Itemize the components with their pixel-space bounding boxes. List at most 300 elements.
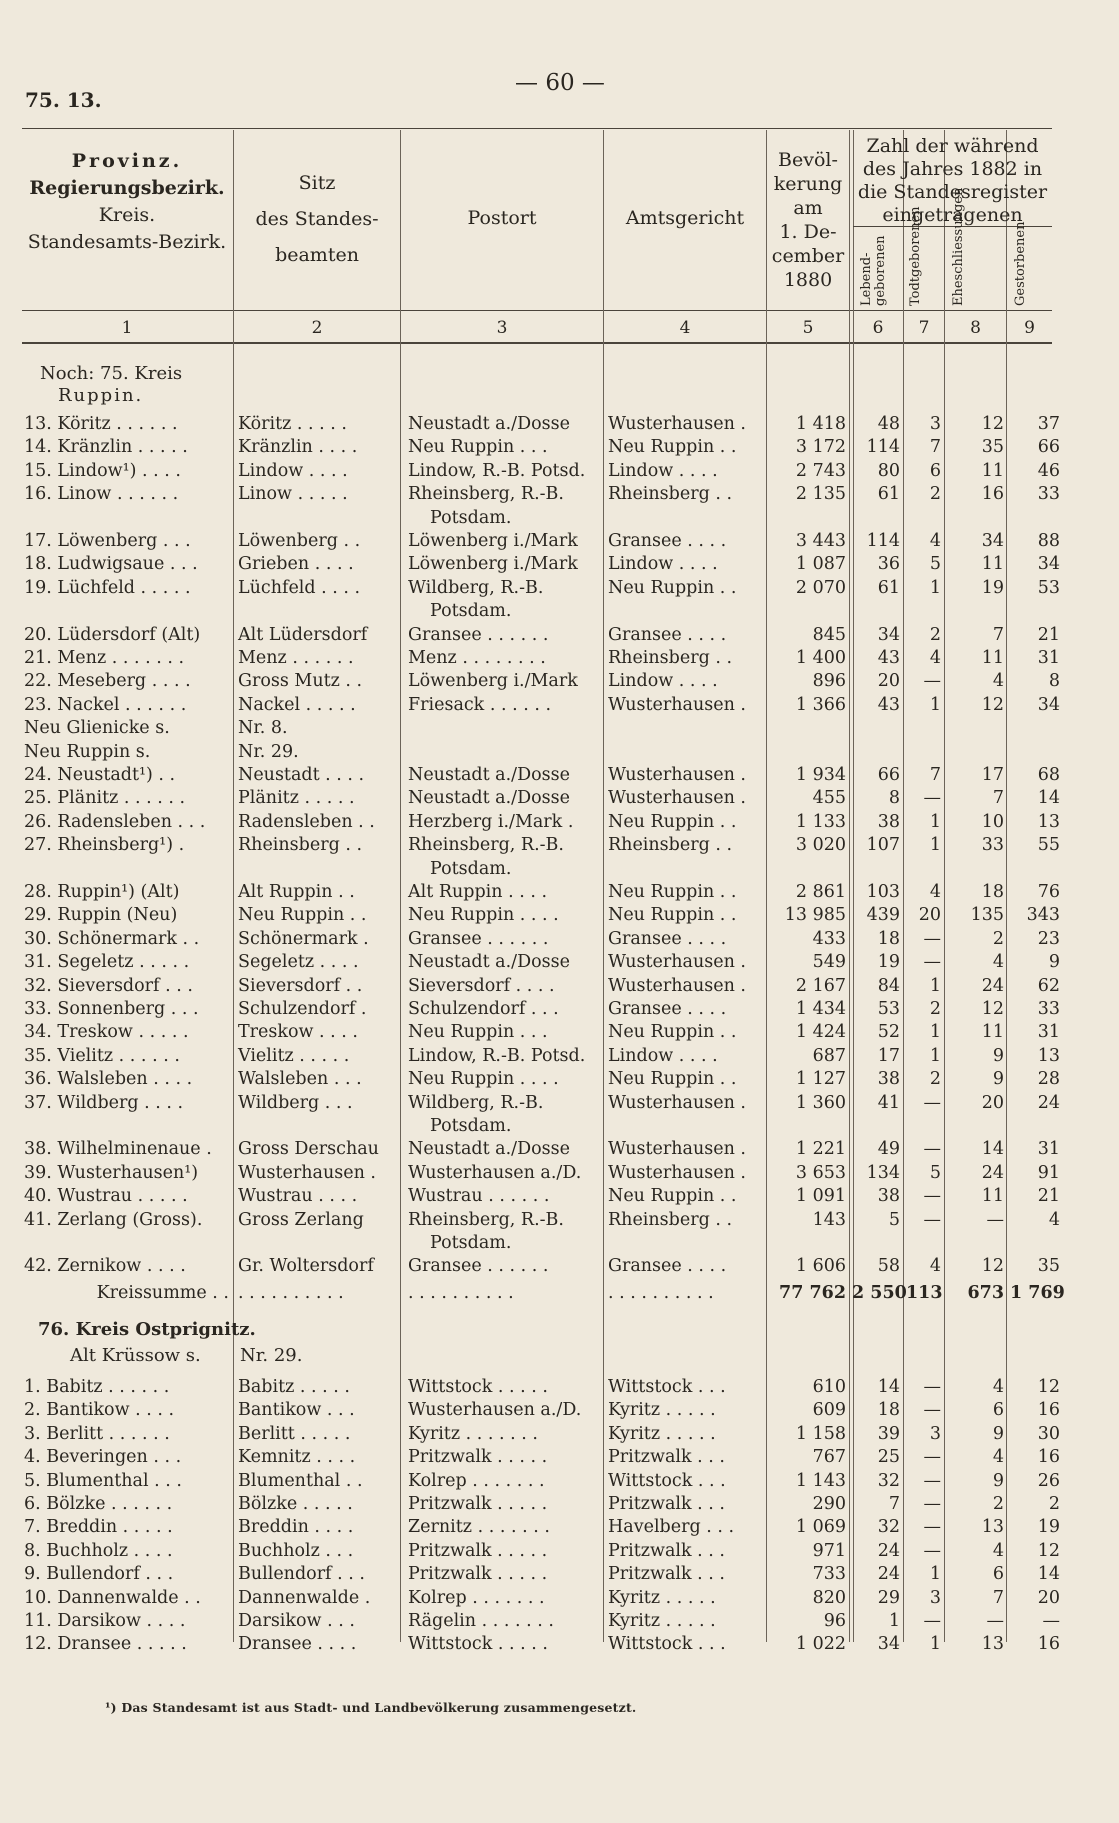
cell-c1: 17. Löwenberg . . . <box>24 531 191 551</box>
cell-c6: 52 <box>877 1022 900 1043</box>
cell-c1: 37. Wildberg . . . . <box>24 1092 184 1113</box>
total-dots-4: . . . . . . . . . . <box>608 1283 714 1303</box>
cell-c5: 455 <box>812 788 846 809</box>
cell-c9: 91 <box>1037 1162 1060 1183</box>
cell-c3: Lindow, R.-B. Potsd. <box>408 460 586 481</box>
cell-c6: 34 <box>877 624 900 645</box>
cell-c2: Schulzendorf . <box>238 999 367 1019</box>
cell-c5: 1 133 <box>795 811 846 832</box>
cell-c2: Neustadt . . . . <box>238 765 365 785</box>
header-bottom-rule <box>22 310 1052 311</box>
cell-c8: 4 <box>992 671 1004 692</box>
cell-c8: 24 <box>981 1162 1004 1183</box>
cell-c9: 31 <box>1037 1139 1060 1160</box>
total-deaths: 1 769 <box>1010 1283 1065 1303</box>
cell-c3: Löwenberg i./Mark <box>408 531 578 551</box>
colnum-8: 8 <box>970 318 981 338</box>
cell-c9: 19 <box>1037 1517 1060 1538</box>
cell-c3: Löwenberg i./Mark <box>408 671 578 692</box>
table-row <box>0 998 1119 1020</box>
cell-c3: Zernitz . . . . . . . <box>408 1517 550 1538</box>
cell-c6: 439 <box>866 905 900 926</box>
cell-c4: Lindow . . . . <box>608 554 718 575</box>
cell-c1: 19. Lüchfeld . . . . . <box>24 577 191 598</box>
cell-c9: 4 <box>1048 1209 1060 1230</box>
cell-c8: 35 <box>981 437 1004 458</box>
cell-c9: 53 <box>1037 577 1060 598</box>
header-col5-line4: 1. De- <box>779 221 837 243</box>
cell-c4: Wittstock . . . <box>608 1470 726 1491</box>
cell-c6: 8 <box>888 788 900 809</box>
header-sub7: Todtgeborenen <box>908 206 923 306</box>
cell-c6: 14 <box>877 1377 900 1397</box>
cell-c7: — <box>923 1611 941 1631</box>
cell-c4: Gransee . . . . <box>608 531 727 551</box>
cell-c4: Wusterhausen . <box>608 1092 746 1113</box>
cell-c9: 66 <box>1037 437 1060 458</box>
cell-c5: 13 985 <box>784 905 846 926</box>
header-col5-line2: kerung <box>773 173 843 195</box>
cell-c4: Neu Ruppin . . <box>608 1069 737 1090</box>
cell-c3: Löwenberg i./Mark <box>408 554 578 575</box>
cell-c4: Rheinsberg . . <box>608 484 733 505</box>
cell-c3: Pritzwalk . . . . . <box>408 1494 548 1514</box>
cell-c2: Bullendorf . . . <box>238 1564 365 1585</box>
cell-c9: 68 <box>1037 765 1060 785</box>
colnum-bottom-rule <box>22 342 1052 344</box>
header-col2-line1: Sitz <box>298 172 336 194</box>
cell-c3: Neustadt a./Dosse <box>408 788 570 809</box>
cell-c6: 17 <box>877 1045 900 1066</box>
header-col3: Postort <box>467 207 537 229</box>
cell-c2: Wildberg . . . <box>238 1092 353 1113</box>
table-row <box>0 928 1119 950</box>
cell-c9: 12 <box>1037 1377 1060 1397</box>
cell-c9: 23 <box>1037 928 1060 949</box>
cell-c2: Wustrau . . . . <box>238 1186 358 1207</box>
cell-c2: Buchholz . . . <box>238 1540 354 1561</box>
cell-c8: 4 <box>992 1447 1004 1468</box>
header-group-line2: des Jahres 1882 in <box>862 158 1043 180</box>
cell-c6: 48 <box>877 414 900 434</box>
cell-c9: 9 <box>1048 952 1060 973</box>
cell-c5: 1 434 <box>795 999 846 1019</box>
cell-c1: 6. Bölzke . . . . . . <box>24 1494 173 1514</box>
table-row <box>0 811 1119 833</box>
cell-c8: 11 <box>981 648 1004 668</box>
cell-c7: 6 <box>929 460 941 481</box>
cell-c1: 25. Plänitz . . . . . . <box>24 788 186 809</box>
cell-c9: 8 <box>1048 671 1060 692</box>
cell-c8: 13 <box>981 1634 1004 1655</box>
cell-c8: 16 <box>981 484 1004 505</box>
table-row <box>0 1209 1119 1231</box>
cell-c6: 1 <box>888 1611 900 1631</box>
cell-c3: Potsdam. <box>430 507 512 528</box>
colnum-1: 1 <box>121 318 133 338</box>
cell-c1: 36. Walsleben . . . . <box>24 1069 193 1090</box>
cell-c6: 107 <box>866 835 900 856</box>
cell-c5: 3 020 <box>795 835 846 856</box>
cell-c1: 3. Berlitt . . . . . . <box>24 1423 170 1444</box>
cell-c8: 135 <box>970 905 1004 926</box>
cell-c4: Lindow . . . . <box>608 460 718 481</box>
cell-c4: Gransee . . . . <box>608 624 727 645</box>
cell-c7: — <box>923 1377 941 1397</box>
header-col2-line3: beamten <box>275 244 359 266</box>
cell-c7: 1 <box>929 1634 941 1655</box>
cell-c7: 1 <box>929 811 941 832</box>
cell-c3: Wildberg, R.-B. <box>408 1092 544 1113</box>
cell-c5: 1 022 <box>795 1634 846 1655</box>
cell-c4: Gransee . . . . <box>608 928 727 949</box>
cell-c1: 20. Lüdersdorf (Alt) <box>24 624 201 645</box>
cell-c9: 88 <box>1037 531 1060 551</box>
cell-c9: 16 <box>1037 1447 1060 1468</box>
cell-c6: 34 <box>877 1634 900 1655</box>
table-row <box>0 530 1119 552</box>
cell-c5: 733 <box>812 1564 846 1585</box>
cell-c3: Rheinsberg, R.-B. <box>408 484 564 505</box>
cell-c3: Pritzwalk . . . . . <box>408 1447 548 1468</box>
cell-c2: Linow . . . . . <box>238 484 348 505</box>
cell-c8: 11 <box>981 554 1004 575</box>
cell-c7: 3 <box>929 1587 941 1608</box>
cell-c3: Menz . . . . . . . . <box>408 648 546 668</box>
cell-c8: 7 <box>992 788 1004 809</box>
header-col1-line1: Provinz. <box>71 150 183 172</box>
cell-c6: 66 <box>877 765 900 785</box>
cell-c5: 3 443 <box>795 531 846 551</box>
table-row <box>0 904 1119 926</box>
cell-c1: 11. Darsikow . . . . <box>24 1611 186 1631</box>
cell-c3: Potsdam. <box>430 601 512 622</box>
cell-c1: 22. Meseberg . . . . <box>24 671 191 692</box>
cell-c7: 1 <box>929 694 941 715</box>
cell-c7: 5 <box>929 1162 941 1183</box>
header-col5-line3: am <box>793 197 823 219</box>
cell-c7: — <box>923 1186 941 1207</box>
table-row <box>0 1633 1119 1655</box>
header-group-line1: Zahl der während <box>866 135 1039 157</box>
cell-c7: 2 <box>929 999 941 1019</box>
cell-c6: 19 <box>877 952 900 973</box>
section-75-subtitle: Ruppin. <box>58 385 144 406</box>
header-col1-line4: Standesamts-Bezirk. <box>27 231 227 253</box>
cell-c8: 6 <box>992 1400 1004 1421</box>
cell-c2: Babitz . . . . . <box>238 1377 350 1397</box>
cell-c2: Dannenwalde . <box>238 1587 371 1608</box>
cell-c1: 12. Dransee . . . . . <box>24 1634 187 1655</box>
cell-c8: 10 <box>981 811 1004 832</box>
cell-c8: 4 <box>992 1540 1004 1561</box>
cell-c4: Kyritz . . . . . <box>608 1611 716 1631</box>
cell-c7: — <box>923 1209 941 1230</box>
cell-c3: Lindow, R.-B. Potsd. <box>408 1045 586 1066</box>
cell-c8: 6 <box>992 1564 1004 1585</box>
cell-c1: 33. Sonnenberg . . . <box>24 999 199 1019</box>
cell-c8: 33 <box>981 835 1004 856</box>
cell-c8: 19 <box>981 577 1004 598</box>
cell-c8: 12 <box>981 694 1004 715</box>
total-marriages: 673 <box>967 1283 1004 1303</box>
cell-c2: Schönermark . <box>238 928 369 949</box>
cell-c4: Wittstock . . . <box>608 1377 726 1397</box>
cell-c8: 9 <box>992 1470 1004 1491</box>
cell-c5: 143 <box>812 1209 846 1230</box>
cell-c4: Wusterhausen . <box>608 788 746 809</box>
table-row <box>0 1138 1119 1160</box>
cell-c6: 18 <box>877 928 900 949</box>
cell-c3: Kolrep . . . . . . . <box>408 1470 545 1491</box>
cell-c2: Löwenberg . . <box>238 531 361 551</box>
cell-c4: Wusterhausen . <box>608 694 746 715</box>
cell-c3: Gransee . . . . . . <box>408 1256 549 1277</box>
header-group-line3: die Standesregister <box>857 181 1048 203</box>
cell-c2: Rheinsberg . . <box>238 835 363 856</box>
cell-c3: Rheinsberg, R.-B. <box>408 835 564 856</box>
cell-c7: — <box>923 1139 941 1160</box>
cell-c3: Pritzwalk . . . . . <box>408 1540 548 1561</box>
colnum-4: 4 <box>679 318 691 338</box>
cell-c8: 12 <box>981 1256 1004 1277</box>
cell-c9: 33 <box>1037 484 1060 505</box>
cell-c1: 16. Linow . . . . . . <box>24 484 179 505</box>
cell-c3: Neustadt a./Dosse <box>408 765 570 785</box>
cell-c6: 61 <box>877 577 900 598</box>
header-sub8: Eheschliessungen <box>951 187 966 306</box>
cell-c1: 34. Treskow . . . . . <box>24 1022 189 1043</box>
cell-c3: Sieversdorf . . . . <box>408 975 555 996</box>
section-76-note-right: Nr. 29. <box>240 1345 303 1366</box>
cell-c7: 4 <box>929 531 941 551</box>
cell-c2: Nr. 29. <box>238 741 299 762</box>
cell-c7: — <box>923 1494 941 1514</box>
cell-c1: 32. Sieversdorf . . . <box>24 975 193 996</box>
cell-c4: Wusterhausen . <box>608 1139 746 1160</box>
cell-c8: 9 <box>992 1069 1004 1090</box>
table-row <box>0 975 1119 997</box>
page-number: — 60 — <box>515 70 605 96</box>
table-row <box>0 507 1119 529</box>
cell-c5: 2 070 <box>795 577 846 598</box>
cell-c1: 2. Bantikow . . . . <box>24 1400 175 1421</box>
cell-c9: 31 <box>1037 1022 1060 1043</box>
table-top-rule <box>22 128 1052 129</box>
cell-c4: Rheinsberg . . <box>608 835 733 856</box>
cell-c7: — <box>923 928 941 949</box>
cell-c9: 31 <box>1037 648 1060 668</box>
cell-c1: 42. Zernikow . . . . <box>24 1256 186 1277</box>
cell-c7: 4 <box>929 1256 941 1277</box>
cell-c6: 20 <box>877 671 900 692</box>
cell-c9: 55 <box>1037 835 1060 856</box>
cell-c8: 12 <box>981 999 1004 1019</box>
cell-c1: 7. Breddin . . . . . <box>24 1517 173 1538</box>
table-row <box>0 1540 1119 1562</box>
cell-c6: 114 <box>866 531 900 551</box>
cell-c3: Potsdam. <box>430 858 512 879</box>
cell-c6: 103 <box>866 882 900 902</box>
cell-c9: 30 <box>1037 1423 1060 1444</box>
cell-c8: 9 <box>992 1423 1004 1444</box>
cell-c4: Neu Ruppin . . <box>608 811 737 832</box>
cell-c6: 32 <box>877 1517 900 1538</box>
cell-c6: 49 <box>877 1139 900 1160</box>
table-row <box>0 787 1119 809</box>
colnum-5: 5 <box>802 318 814 338</box>
cell-c4: Kyritz . . . . . <box>608 1423 716 1444</box>
header-col1-line3: Kreis. <box>98 204 156 226</box>
cell-c9: 12 <box>1037 1540 1060 1561</box>
cell-c3: Wusterhausen a./D. <box>408 1400 582 1421</box>
header-col2 <box>234 165 400 273</box>
cell-c8: — <box>986 1611 1004 1631</box>
cell-c9: 13 <box>1037 811 1060 832</box>
table-row <box>0 1493 1119 1515</box>
header-col4: Amtsgericht <box>625 207 745 229</box>
colnum-2: 2 <box>311 318 323 338</box>
cell-c6: 80 <box>877 460 900 481</box>
table-row <box>0 1045 1119 1067</box>
cell-c5: 290 <box>812 1494 846 1514</box>
cell-c4: Kyritz . . . . . <box>608 1587 716 1608</box>
table-row <box>0 600 1119 622</box>
table-row <box>0 483 1119 505</box>
cell-c7: — <box>923 952 941 973</box>
cell-c6: 18 <box>877 1400 900 1421</box>
cell-c2: Alt Lüdersdorf <box>238 624 368 645</box>
cell-c1: 31. Segeletz . . . . . <box>24 952 190 973</box>
cell-c4: Havelberg . . . <box>608 1517 735 1538</box>
table-row <box>0 436 1119 458</box>
table-row <box>0 1587 1119 1609</box>
cell-c5: 896 <box>812 671 846 692</box>
table-row <box>0 1376 1119 1398</box>
table-row <box>0 1068 1119 1090</box>
cell-c2: Walsleben . . . <box>238 1069 362 1090</box>
cell-c3: Wittstock . . . . . <box>408 1634 548 1655</box>
cell-c7: 1 <box>929 975 941 996</box>
colnum-9: 9 <box>1024 318 1035 338</box>
cell-c5: 96 <box>823 1611 846 1631</box>
cell-c2: Gross Mutz . . <box>238 671 363 692</box>
cell-c8: 9 <box>992 1045 1004 1066</box>
cell-c9: 34 <box>1037 554 1060 575</box>
cell-c8: 11 <box>981 1022 1004 1043</box>
cell-c4: Lindow . . . . <box>608 1045 718 1066</box>
cell-c7: 5 <box>929 554 941 575</box>
cell-c1: 26. Radensleben . . . <box>24 811 206 832</box>
cell-c2: Breddin . . . . <box>238 1517 354 1538</box>
cell-c9: 14 <box>1037 1564 1060 1585</box>
cell-c4: Neu Ruppin . . <box>608 882 737 902</box>
cell-c6: 24 <box>877 1564 900 1585</box>
cell-c8: 18 <box>981 882 1004 902</box>
cell-c4: Wusterhausen . <box>608 765 746 785</box>
cell-c8: 17 <box>981 765 1004 785</box>
cell-c2: Nackel . . . . . <box>238 694 356 715</box>
cell-c6: 29 <box>877 1587 900 1608</box>
table-row <box>0 624 1119 646</box>
cell-c8: 24 <box>981 975 1004 996</box>
cell-c7: — <box>923 1447 941 1468</box>
cell-c4: Wittstock . . . <box>608 1634 726 1655</box>
cell-c5: 687 <box>812 1045 846 1066</box>
table-row <box>0 1423 1119 1445</box>
cell-c5: 2 135 <box>795 484 846 505</box>
table-row <box>0 694 1119 716</box>
table-row <box>0 1021 1119 1043</box>
table-row <box>0 647 1119 669</box>
cell-c2: Vielitz . . . . . <box>238 1045 350 1066</box>
cell-c2: Radensleben . . <box>238 811 375 832</box>
cell-c1: 1. Babitz . . . . . . <box>24 1377 170 1397</box>
cell-c3: Neu Ruppin . . . . <box>408 1069 559 1090</box>
header-col5-line6: 1880 <box>783 269 833 291</box>
cell-c3: Alt Ruppin . . . . <box>408 882 548 902</box>
cell-c5: 1 424 <box>795 1022 846 1043</box>
table-row <box>0 1516 1119 1538</box>
cell-c3: Rheinsberg, R.-B. <box>408 1209 564 1230</box>
cell-c4: Gransee . . . . <box>608 999 727 1019</box>
cell-c3: Neu Ruppin . . . <box>408 1022 548 1043</box>
cell-c2: Dransee . . . . <box>238 1634 357 1655</box>
total-dots-2: . . . . . . . . . . <box>238 1283 344 1303</box>
cell-c6: 7 <box>888 1494 900 1514</box>
cell-c5: 609 <box>812 1400 846 1421</box>
cell-c3: Neu Ruppin . . . . <box>408 905 559 926</box>
cell-c5: 2 167 <box>795 975 846 996</box>
table-row <box>0 858 1119 880</box>
cell-c6: 38 <box>877 1186 900 1207</box>
cell-c5: 1 091 <box>795 1186 846 1207</box>
total-row-75 <box>0 1282 1119 1304</box>
header-sub6: Lebend-geborenen <box>859 235 888 306</box>
cell-c1: Neu Glienicke s. <box>24 718 170 739</box>
cell-c3: Wittstock . . . . . <box>408 1377 548 1397</box>
cell-c2: Bantikow . . . <box>238 1400 355 1421</box>
header-col2-line2: des Standes- <box>255 208 379 230</box>
cell-c5: 549 <box>812 952 846 973</box>
cell-c2: Bölzke . . . . . <box>238 1494 353 1514</box>
cell-c2: Neu Ruppin . . <box>238 905 367 926</box>
cell-c1: 9. Bullendorf . . . <box>24 1564 174 1585</box>
total-dots-3: . . . . . . . . . . <box>408 1283 514 1303</box>
cell-c3: Neustadt a./Dosse <box>408 1139 570 1160</box>
cell-c4: Neu Ruppin . . <box>608 577 737 598</box>
cell-c3: Neustadt a./Dosse <box>408 952 570 973</box>
cell-c5: 433 <box>812 928 846 949</box>
cell-c3: Kyritz . . . . . . . <box>408 1423 538 1444</box>
cell-c9: 20 <box>1037 1587 1060 1608</box>
cell-c1: 35. Vielitz . . . . . . <box>24 1045 180 1066</box>
cell-c4: Gransee . . . . <box>608 1256 727 1277</box>
table-row <box>0 1185 1119 1207</box>
cell-c9: 26 <box>1037 1470 1060 1491</box>
cell-c9: 35 <box>1037 1256 1060 1277</box>
cell-c3: Rägelin . . . . . . . <box>408 1611 554 1631</box>
cell-c5: 1 606 <box>795 1256 846 1277</box>
cell-c5: 1 418 <box>795 414 846 434</box>
cell-c7: 7 <box>929 765 941 785</box>
cell-c7: 4 <box>929 648 941 668</box>
header-col5-line1: Bevöl- <box>778 149 838 171</box>
cell-c5: 3 172 <box>795 437 846 458</box>
cell-c9: 14 <box>1037 788 1060 809</box>
cell-c1: 10. Dannenwalde . . <box>24 1587 201 1608</box>
cell-c5: 1 143 <box>795 1470 846 1491</box>
